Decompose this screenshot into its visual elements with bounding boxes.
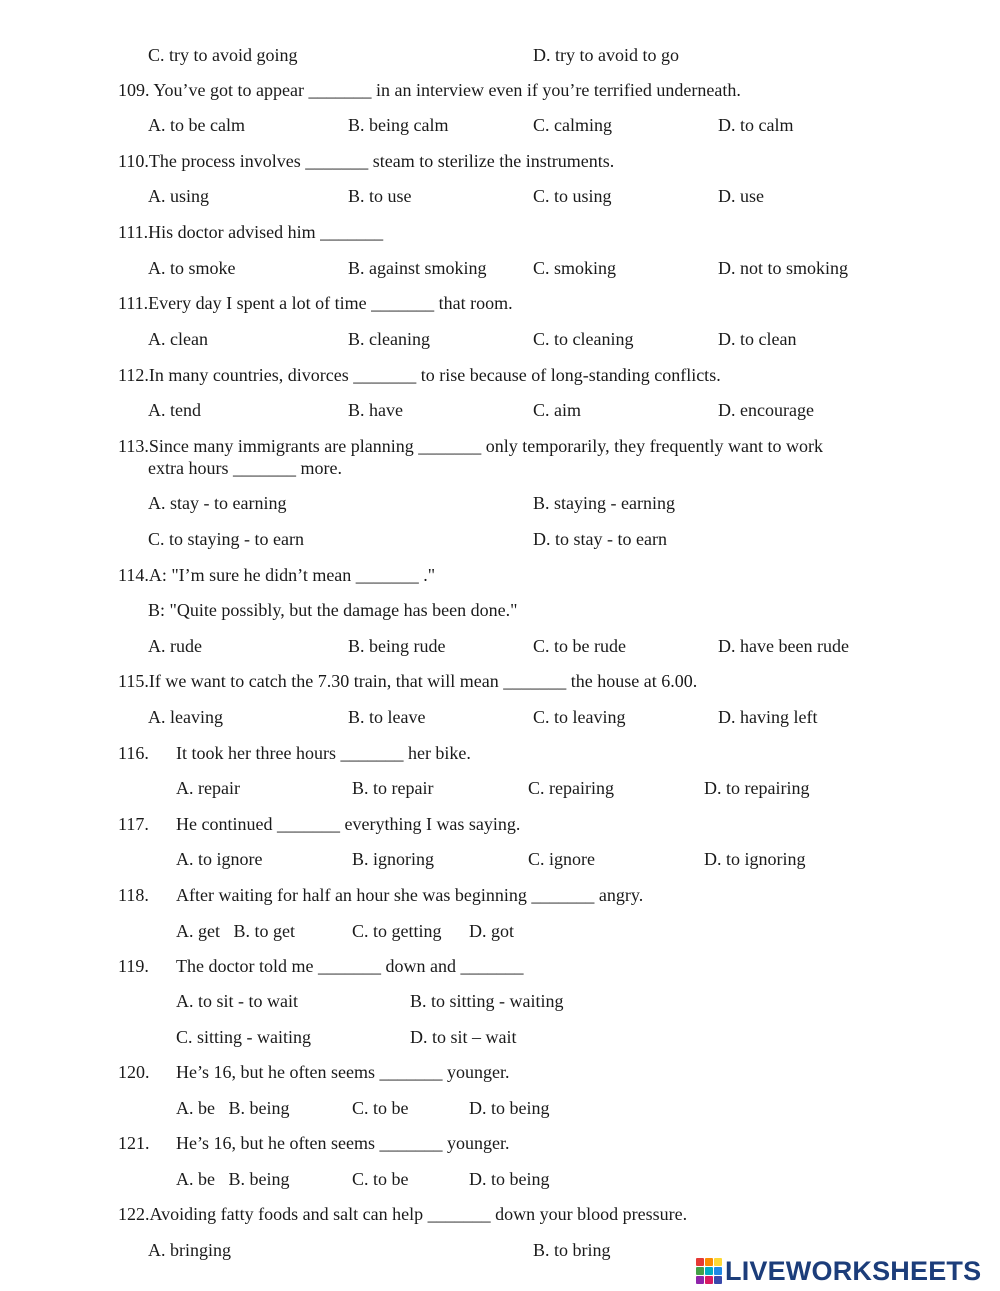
- option-109-a: A. to be calm: [148, 115, 245, 135]
- question-113: 113.Since many immigrants are planning _______ only temporarily, they frequently want to work: [118, 436, 824, 456]
- question-115: 115.If we want to catch the 7.30 train, that will mean _______ the house at 6.00.: [118, 671, 698, 691]
- option-110-c: C. to using: [533, 186, 612, 206]
- option-115-b: B. to leave: [348, 707, 426, 727]
- question-119: The doctor told me _______ down and _______: [176, 956, 524, 976]
- question-111: 111.His doctor advised him _______: [118, 222, 384, 242]
- option-116-d: D. to repairing: [704, 778, 810, 798]
- option-119-b: B. to sitting - waiting: [410, 991, 564, 1011]
- liveworksheets-logo: [696, 1254, 981, 1288]
- question-118: After waiting for half an hour she was beginning _______ angry.: [176, 885, 644, 905]
- option-109-b: B. being calm: [348, 115, 449, 135]
- question-117-number: 117.: [118, 814, 149, 834]
- option-110-a: A. using: [148, 186, 210, 206]
- logo-block: [696, 1276, 704, 1284]
- option-111-c: C. smoking: [533, 258, 617, 278]
- logo-block: [705, 1267, 713, 1275]
- option-120-d: D. to being: [469, 1098, 550, 1118]
- option-114-d: D. have been rude: [718, 636, 849, 656]
- option-111-b: B. against smoking: [348, 258, 487, 278]
- logo-block: [696, 1267, 704, 1275]
- option-116-b: B. to repair: [352, 778, 434, 798]
- option-116-c: C. repairing: [528, 778, 614, 798]
- option-113-b: B. staying - earning: [533, 493, 675, 513]
- question-110: 110.The process involves _______ steam to sterilize the instruments.: [118, 151, 615, 171]
- question-116: It took her three hours _______ her bike.: [176, 743, 471, 763]
- option-112-c: C. aim: [533, 400, 581, 420]
- question-121: He’s 16, but he often seems _______ younger.: [176, 1133, 510, 1153]
- option-115-a: A. leaving: [148, 707, 223, 727]
- logo-text: LIVEWORKSHEETS: [725, 1256, 982, 1286]
- option-111b-c: C. to cleaning: [533, 329, 634, 349]
- logo-block: [714, 1267, 722, 1275]
- option-117-b: B. ignoring: [352, 849, 435, 869]
- question-112: 112.In many countries, divorces _______ to rise because of long-standing conflicts.: [118, 365, 721, 385]
- option-120-ab: A. be B. being: [176, 1098, 290, 1118]
- option-115-d: D. having left: [718, 707, 818, 727]
- option-110-b: B. to use: [348, 186, 412, 206]
- logo-block: [705, 1258, 713, 1266]
- option-122-a: A. bringing: [148, 1240, 231, 1260]
- option-119-a: A. to sit - to wait: [176, 991, 298, 1011]
- option-109-d: D. to calm: [718, 115, 794, 135]
- logo-block: [714, 1276, 722, 1284]
- option-111-a: A. to smoke: [148, 258, 236, 278]
- option-112-a: A. tend: [148, 400, 201, 420]
- question-111b: 111.Every day I spent a lot of time _______ that room.: [118, 293, 513, 313]
- option-114-b: B. being rude: [348, 636, 446, 656]
- logo-blocks-icon: [696, 1258, 722, 1284]
- question-121-number: 121.: [118, 1133, 150, 1153]
- option-119-c: C. sitting - waiting: [176, 1027, 311, 1047]
- logo-block: [696, 1258, 704, 1266]
- option-121-d: D. to being: [469, 1169, 550, 1189]
- option-117-c: C. ignore: [528, 849, 595, 869]
- option-117-a: A. to ignore: [176, 849, 263, 869]
- option-118-ab: A. get B. to get: [176, 921, 295, 941]
- option-113-c: C. to staying - to earn: [148, 529, 304, 549]
- option-115-c: C. to leaving: [533, 707, 626, 727]
- option-114-c: C. to be rude: [533, 636, 626, 656]
- option-120-c: C. to be: [352, 1098, 409, 1118]
- option-111b-b: B. cleaning: [348, 329, 430, 349]
- option-121-c: C. to be: [352, 1169, 409, 1189]
- option-110-d: D. use: [718, 186, 764, 206]
- option-109-c: C. calming: [533, 115, 612, 135]
- option-118-d: D. got: [469, 921, 514, 941]
- option-112-d: D. encourage: [718, 400, 814, 420]
- question-120-number: 120.: [118, 1062, 150, 1082]
- option-117-d: D. to ignoring: [704, 849, 806, 869]
- option-118-c: C. to getting: [352, 921, 442, 941]
- question-120: He’s 16, but he often seems _______ younger.: [176, 1062, 510, 1082]
- option-121-ab: A. be B. being: [176, 1169, 290, 1189]
- option-111-d: D. not to smoking: [718, 258, 849, 278]
- option-122-b: B. to bring: [533, 1240, 611, 1260]
- logo-block: [714, 1258, 722, 1266]
- question-109: 109. You’ve got to appear _______ in an interview even if you’re terrified underneath.: [118, 80, 741, 100]
- option-108-c: C. try to avoid going: [148, 45, 298, 65]
- option-111b-a: A. clean: [148, 329, 208, 349]
- option-108-d: D. try to avoid to go: [533, 45, 679, 65]
- option-113-a: A. stay - to earning: [148, 493, 287, 513]
- option-116-a: A. repair: [176, 778, 240, 798]
- question-113-continued: extra hours _______ more.: [148, 458, 342, 478]
- logo-block: [705, 1276, 713, 1284]
- option-113-d: D. to stay - to earn: [533, 529, 667, 549]
- option-119-d: D. to sit – wait: [410, 1027, 517, 1047]
- question-118-number: 118.: [118, 885, 149, 905]
- question-114: 114.A: "I’m sure he didn’t mean _______ .": [118, 565, 436, 585]
- question-114-reply: B: "Quite possibly, but the damage has been done.": [148, 600, 518, 620]
- question-116-number: 116.: [118, 743, 149, 763]
- option-112-b: B. have: [348, 400, 403, 420]
- option-114-a: A. rude: [148, 636, 202, 656]
- question-119-number: 119.: [118, 956, 149, 976]
- question-117: He continued _______ everything I was saying.: [176, 814, 521, 834]
- option-111b-d: D. to clean: [718, 329, 797, 349]
- question-122: 122.Avoiding fatty foods and salt can help _______ down your blood pressure.: [118, 1204, 688, 1224]
